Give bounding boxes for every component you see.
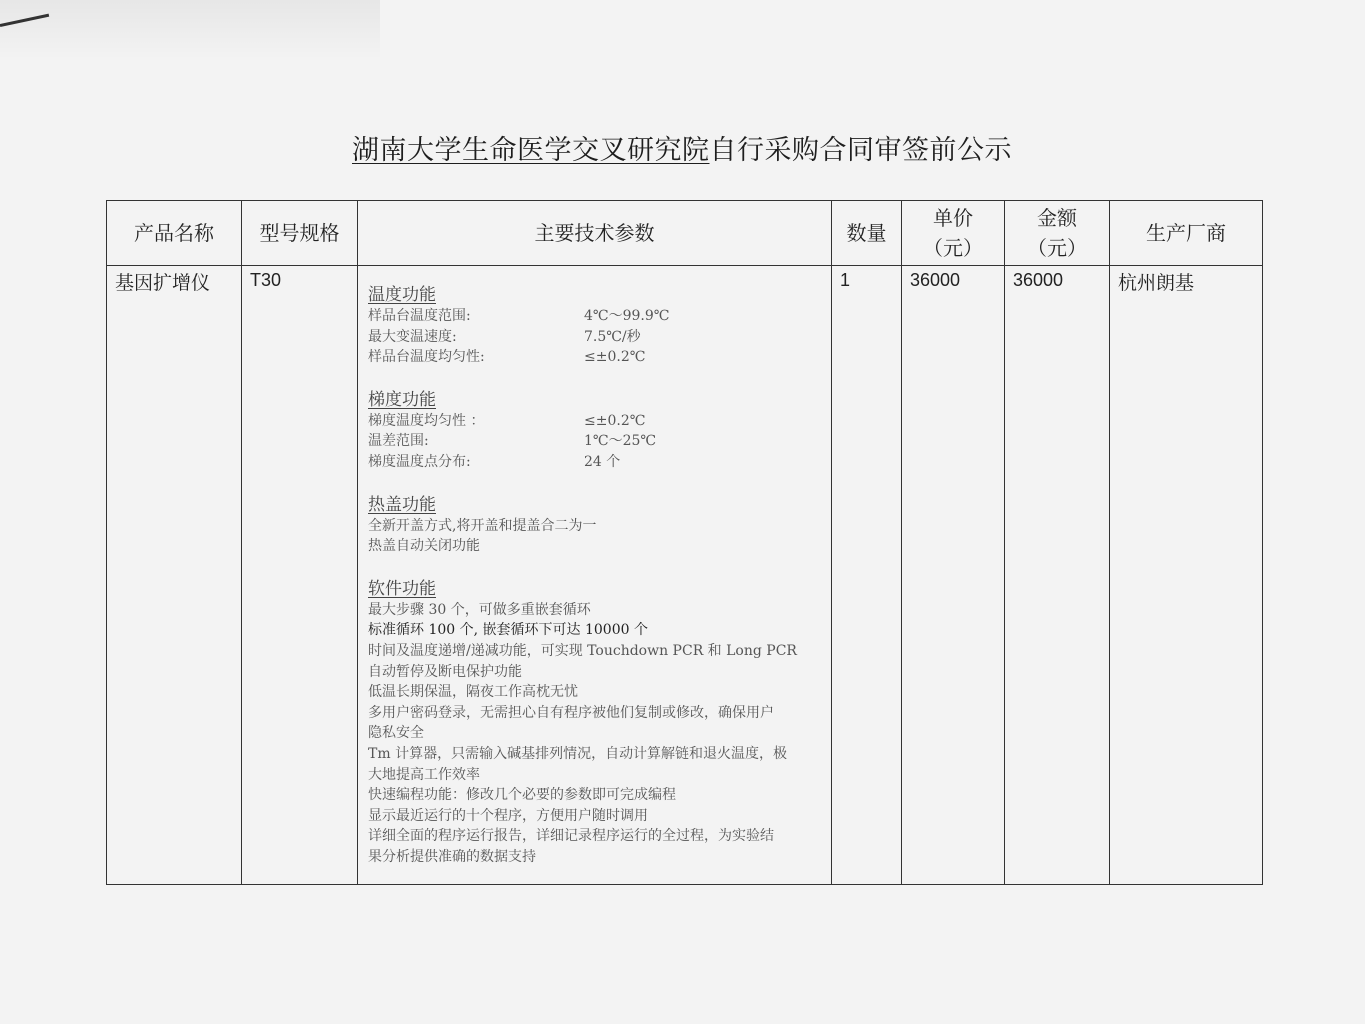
procurement-table	[106, 200, 1263, 885]
header-unit-price-line1: 单价	[933, 206, 973, 230]
param-line: 低温长期保温，隔夜工作高枕无忧	[368, 684, 578, 701]
quantity-value: 1	[840, 270, 851, 290]
scan-shadow	[0, 0, 380, 60]
section-gap	[368, 473, 823, 494]
header-product-name: 产品名称	[107, 201, 242, 266]
header-manufacturer: 生产厂商	[1110, 201, 1263, 266]
param-value: 1℃～25℃	[584, 433, 657, 450]
header-amount-line1: 金额	[1037, 206, 1077, 230]
cell-unit-price	[902, 266, 1005, 885]
table-row	[107, 266, 1263, 885]
tech-params	[358, 266, 831, 867]
header-unit-price	[902, 201, 1005, 266]
param-row	[368, 411, 823, 432]
param-key: 温差范围:	[368, 433, 429, 450]
param-row	[368, 327, 823, 348]
title-rest: 自行采购合同审签前公示	[709, 135, 1012, 166]
header-model: 型号规格	[242, 201, 358, 266]
header-quantity: 数量	[832, 201, 902, 266]
cell-product-name	[107, 266, 242, 885]
header-unit-price-line2: （元）	[923, 236, 983, 260]
param-line: 果分析提供准确的数据支持	[368, 848, 536, 865]
param-line: 多用户密码登录，无需担心自有程序被他们复制或修改，确保用户	[368, 704, 774, 721]
param-value: 24 个	[584, 453, 621, 470]
amount-value: 36000	[1013, 270, 1064, 290]
lid-section-title: 热盖功能	[368, 494, 436, 515]
header-params: 主要技术参数	[358, 201, 832, 266]
software-section-title: 软件功能	[368, 578, 436, 599]
param-line: 自动暂停及断电保护功能	[368, 663, 522, 680]
param-row	[368, 347, 823, 368]
param-line: 大地提高工作效率	[368, 766, 480, 783]
cell-manufacturer	[1110, 266, 1263, 885]
temperature-section-title: 温度功能	[368, 285, 436, 305]
product-name: 基因扩增仪	[115, 272, 211, 294]
header-amount-line2: （元）	[1027, 236, 1087, 260]
param-line: 最大步骤 30 个，可做多重嵌套循环	[368, 601, 591, 618]
param-line: 标准循环 100 个, 嵌套循环下可达 10000 个	[368, 622, 648, 639]
table-header-row	[107, 201, 1263, 266]
param-line: 热盖自动关闭功能	[368, 538, 480, 555]
section-gap	[368, 557, 823, 578]
param-value: ≤±0.2℃	[584, 349, 646, 366]
param-key: 梯度温度点分布:	[368, 453, 471, 470]
gradient-section-title: 梯度功能	[368, 389, 436, 410]
param-value: 7.5℃/秒	[584, 328, 641, 345]
param-line: 详细全面的程序运行报告，详细记录程序运行的全过程，为实验结	[368, 828, 774, 845]
document-title	[352, 128, 1012, 167]
param-row	[368, 431, 823, 452]
cell-params	[358, 266, 832, 885]
param-line: 快速编程功能：修改几个必要的参数即可完成编程	[368, 787, 676, 804]
manufacturer-value: 杭州朗基	[1118, 272, 1195, 294]
param-key: 梯度温度均匀性 ：	[368, 412, 485, 429]
cell-quantity	[832, 266, 902, 885]
param-value: 4℃～99.9℃	[584, 308, 670, 324]
param-value: ≤±0.2℃	[584, 412, 646, 429]
param-row	[368, 452, 823, 473]
param-line: 时间及温度递增/递减功能，可实现 Touchdown PCR 和 Long PCR	[368, 642, 797, 659]
section-gap	[368, 368, 823, 389]
unit-price-value: 36000	[910, 270, 961, 290]
param-line: 全新开盖方式,将开盖和提盖合二为一	[368, 517, 597, 534]
param-key: 样品台温度范围:	[368, 308, 471, 324]
title-institute: 湖南大学生命医学交叉研究院	[352, 135, 710, 166]
model-value: T30	[250, 270, 282, 290]
param-key: 样品台温度均匀性:	[368, 349, 485, 366]
param-key: 最大变温速度:	[368, 328, 457, 345]
param-line: 显示最近运行的十个程序，方便用户随时调用	[368, 807, 648, 824]
param-row	[368, 306, 823, 327]
cell-model	[242, 266, 358, 885]
param-line: 隐私安全	[368, 725, 424, 742]
param-line: Tm 计算器，只需输入碱基排列情况，自动计算解链和退火温度，极	[368, 745, 788, 762]
header-amount	[1005, 201, 1110, 266]
cell-amount	[1005, 266, 1110, 885]
